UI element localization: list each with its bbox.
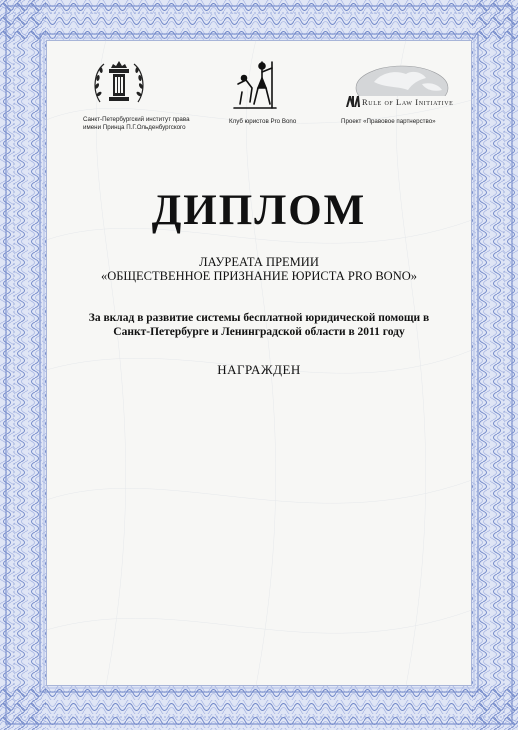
reason-line-1: За вклад в развитие системы бесплатной юридической помощи в (88, 312, 430, 324)
institute-caption-line: Санкт-Петербургский институт права (83, 116, 190, 123)
rule-of-law-caption: Проект «Правовое партнерство» (341, 118, 436, 125)
rule-of-law-globe (352, 60, 462, 96)
pro-bono-club-emblem (232, 58, 278, 114)
subtitle-line-1: ЛАУРЕАТА ПРЕМИИ (199, 255, 319, 269)
pro-bono-caption: Клуб юристов Pro Bono (229, 118, 297, 125)
awarded-label: НАГРАЖДЕН (217, 362, 301, 377)
aba-mark-icon (346, 96, 360, 107)
institute-emblem (90, 54, 148, 112)
institute-caption-line: имени Принца П.Г.Ольденбургского (83, 124, 186, 131)
subtitle-line-2: «ОБЩЕСТВЕННОЕ ПРИЗНАНИЕ ЮРИСТА PRO BONO» (100, 269, 418, 283)
rule-of-law-wordmark: Rule of Law Initiative (362, 97, 454, 107)
reason-line-2: Санкт-Петербурге и Ленинградской области в 2011 году (113, 326, 405, 338)
institute-caption (83, 116, 190, 132)
diploma-title: ДИПЛОМ (151, 187, 367, 234)
